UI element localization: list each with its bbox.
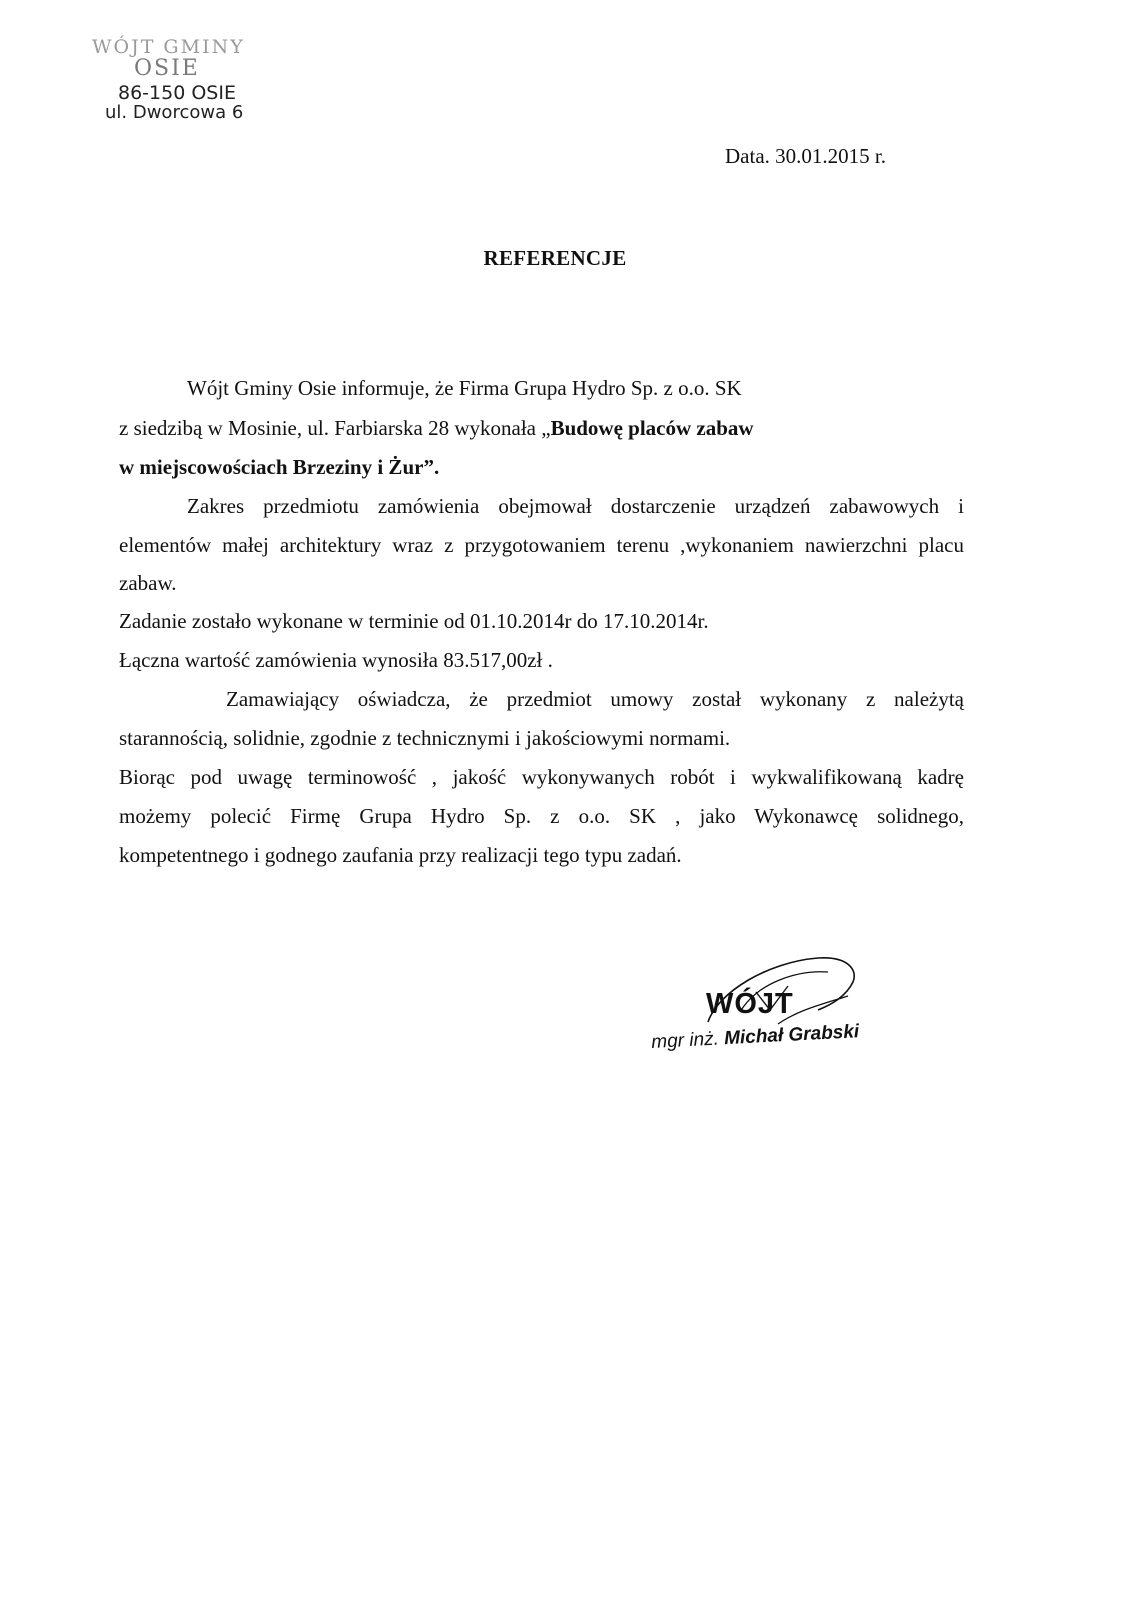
paragraph-line: Wójt Gminy Osie informuje, że Firma Grupa Hydro Sp. z o.o. SK (187, 376, 742, 400)
paragraph-line: starannością, solidnie, zgodnie z technicznymi i jakościowymi normami. (119, 726, 731, 750)
text-span: z siedzibą w Mosinie, ul. Farbiarska 28 wykonała „ (119, 416, 551, 440)
document-date: Data. 30.01.2015 r. (725, 144, 886, 168)
document-title: REFERENCJE (483, 246, 627, 270)
paragraph-line: Zakres przedmiotu zamówienia obejmował dostarczenie urządzeń zabawowych i (187, 494, 964, 518)
signatory-title: mgr inż. (650, 1028, 720, 1054)
paragraph-line: zabaw. (119, 571, 177, 595)
paragraph-line: Zadanie zostało wykonane w terminie od 01.10.2014r do 17.10.2014r. (119, 609, 709, 633)
paragraph-line: Zamawiający oświadcza, że przedmiot umowy został wykonany z należytą (226, 687, 964, 711)
paragraph-line: możemy polecić Firmę Grupa Hydro Sp. z o.o. SK , jako Wykonawcę solidnego, (119, 804, 964, 828)
paragraph-line: Łączna wartość zamówienia wynosiła 83.517,00zł . (119, 648, 553, 672)
bold-text-span: w miejscowościach Brzeziny i Żur (119, 455, 424, 479)
signature-stamp-text: WÓJT (706, 988, 794, 1020)
bold-text-span: ”. (423, 455, 440, 479)
signatory-full-name: Michał Grabski (723, 1021, 860, 1050)
paragraph-line (119, 455, 439, 480)
stamp-postal-code: 86-150 OSIE (118, 82, 236, 104)
stamp-office-name: WÓJT GMINY (92, 36, 245, 58)
paragraph-line: Biorąc pod uwagę terminowość , jakość wykonywanych robót i wykwalifikowaną kadrę (119, 765, 964, 789)
bold-text-span: Budowę placów zabaw (550, 416, 754, 440)
paragraph-line: kompetentnego i godnego zaufania przy realizacji tego typu zadań. (119, 843, 682, 867)
paragraph-line: elementów małej architektury wraz z przygotowaniem terenu ,wykonaniem nawierzchni placu (119, 533, 964, 557)
stamp-municipality: OSIE (134, 56, 200, 81)
signature-block (648, 952, 908, 1082)
paragraph-line (119, 416, 754, 441)
stamp-street: ul. Dworcowa 6 (105, 102, 244, 123)
office-stamp (86, 36, 276, 126)
